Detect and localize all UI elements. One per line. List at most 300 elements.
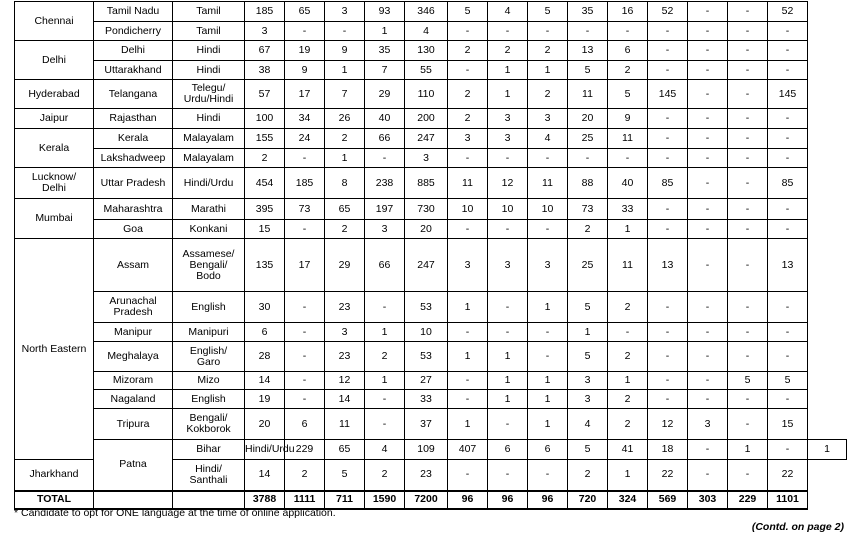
table-row [15, 323, 847, 342]
value-cell: 17 [285, 80, 325, 109]
value-cell: 3 [488, 129, 528, 149]
value-cell: - [688, 323, 728, 342]
value-cell: 185 [285, 168, 325, 199]
value-cell: 200 [405, 109, 448, 129]
value-cell: - [528, 342, 568, 372]
total-value-cell: 303 [688, 491, 728, 509]
value-cell: 407 [448, 440, 488, 460]
value-cell: 6 [608, 41, 648, 61]
zone-cell: Mumbai [15, 199, 94, 239]
value-cell: - [528, 220, 568, 239]
value-cell: - [688, 342, 728, 372]
value-cell: - [285, 342, 325, 372]
value-cell: 3 [528, 109, 568, 129]
value-cell: 1 [728, 440, 768, 460]
value-cell: 7 [365, 61, 405, 80]
value-cell: 20 [568, 109, 608, 129]
value-cell: 1 [528, 372, 568, 390]
value-cell: - [728, 220, 768, 239]
value-cell: 2 [448, 80, 488, 109]
value-cell: 135 [245, 239, 285, 292]
value-cell: - [448, 323, 488, 342]
value-cell: - [688, 390, 728, 409]
value-cell: 145 [768, 80, 808, 109]
value-cell: 247 [405, 129, 448, 149]
value-cell: 35 [365, 41, 405, 61]
total-value-cell: 1590 [365, 491, 405, 509]
value-cell: 3 [245, 22, 285, 41]
value-cell: - [688, 80, 728, 109]
total-value-cell: 96 [528, 491, 568, 509]
value-cell: - [285, 372, 325, 390]
value-cell: - [728, 168, 768, 199]
value-cell: 23 [325, 342, 365, 372]
value-cell: - [488, 460, 528, 491]
value-cell: 6 [285, 409, 325, 440]
value-cell: 5 [728, 372, 768, 390]
value-cell: 2 [448, 109, 488, 129]
value-cell: 4 [405, 22, 448, 41]
table-row [15, 22, 847, 41]
value-cell: 2 [365, 460, 405, 491]
value-cell: - [728, 41, 768, 61]
value-cell: 11 [528, 168, 568, 199]
value-cell: 3 [568, 372, 608, 390]
value-cell: - [285, 390, 325, 409]
value-cell: - [728, 409, 768, 440]
value-cell: 5 [325, 460, 365, 491]
value-cell: - [285, 220, 325, 239]
value-cell: - [648, 41, 688, 61]
value-cell: 2 [608, 390, 648, 409]
value-cell: 5 [568, 61, 608, 80]
value-cell: 1 [488, 342, 528, 372]
table-row [15, 220, 847, 239]
value-cell: - [728, 239, 768, 292]
value-cell: - [768, 220, 808, 239]
value-cell: 3 [448, 129, 488, 149]
value-cell: 73 [568, 199, 608, 220]
value-cell: 34 [285, 109, 325, 129]
value-cell: - [648, 323, 688, 342]
value-cell: 11 [448, 168, 488, 199]
value-cell: 2 [608, 292, 648, 323]
value-cell: 9 [325, 41, 365, 61]
value-cell: - [448, 390, 488, 409]
language-cell: Tamil [173, 2, 245, 22]
value-cell: 10 [405, 323, 448, 342]
value-cell: 2 [528, 41, 568, 61]
value-cell: - [768, 41, 808, 61]
value-cell: 2 [528, 80, 568, 109]
value-cell: 12 [648, 409, 688, 440]
value-cell: - [448, 372, 488, 390]
value-cell: 1 [448, 292, 488, 323]
total-value-cell: 7200 [405, 491, 448, 509]
total-value-cell: 229 [728, 491, 768, 509]
value-cell: 10 [488, 199, 528, 220]
value-cell: 24 [285, 129, 325, 149]
value-cell: - [488, 323, 528, 342]
value-cell: 1 [488, 61, 528, 80]
table-row [15, 2, 847, 22]
value-cell: 2 [568, 220, 608, 239]
value-cell: - [488, 220, 528, 239]
value-cell: - [728, 342, 768, 372]
value-cell: 1 [488, 80, 528, 109]
value-cell: 38 [245, 61, 285, 80]
value-cell: - [688, 460, 728, 491]
value-cell: - [285, 292, 325, 323]
value-cell: 2 [568, 460, 608, 491]
value-cell: 4 [488, 2, 528, 22]
value-cell: 3 [488, 239, 528, 292]
language-cell: Hindi/Urdu [245, 440, 285, 460]
value-cell: - [365, 390, 405, 409]
value-cell: - [488, 149, 528, 168]
state-cell: Tripura [94, 409, 173, 440]
table-row [15, 342, 847, 372]
total-value-cell: 1111 [285, 491, 325, 509]
value-cell: 41 [608, 440, 648, 460]
language-cell: Assamese/ Bengali/ Bodo [173, 239, 245, 292]
value-cell: 53 [405, 342, 448, 372]
value-cell: - [448, 460, 488, 491]
table-row [15, 372, 847, 390]
state-cell: Arunachal Pradesh [94, 292, 173, 323]
value-cell: 130 [405, 41, 448, 61]
table-row [15, 109, 847, 129]
zone-cell: North Eastern [15, 239, 94, 460]
value-cell: 2 [608, 409, 648, 440]
value-cell: 25 [568, 129, 608, 149]
value-cell: 29 [325, 239, 365, 292]
value-cell: - [768, 440, 808, 460]
value-cell: - [488, 22, 528, 41]
value-cell: 110 [405, 80, 448, 109]
value-cell: 40 [365, 109, 405, 129]
table-row [15, 409, 847, 440]
value-cell: 1 [365, 22, 405, 41]
value-cell: 55 [405, 61, 448, 80]
value-cell: 14 [245, 372, 285, 390]
zone-cell: Jaipur [15, 109, 94, 129]
value-cell: 109 [405, 440, 448, 460]
value-cell: 5 [568, 440, 608, 460]
value-cell: 395 [245, 199, 285, 220]
total-value-cell: 3788 [245, 491, 285, 509]
value-cell: - [648, 129, 688, 149]
value-cell: 1 [528, 390, 568, 409]
value-cell: - [688, 168, 728, 199]
value-cell: 6 [488, 440, 528, 460]
table-body [15, 2, 847, 509]
value-cell: - [488, 292, 528, 323]
value-cell: 65 [325, 199, 365, 220]
value-cell: 2 [325, 129, 365, 149]
language-cell: Hindi/ Santhali [173, 460, 245, 491]
value-cell: - [688, 41, 728, 61]
value-cell: 3 [448, 239, 488, 292]
language-cell: Hindi [173, 109, 245, 129]
value-cell: - [688, 2, 728, 22]
value-cell: 6 [528, 440, 568, 460]
value-cell: 5 [568, 342, 608, 372]
value-cell: 2 [365, 342, 405, 372]
value-cell: - [528, 323, 568, 342]
value-cell: 12 [325, 372, 365, 390]
value-cell: 1 [365, 323, 405, 342]
value-cell: - [688, 109, 728, 129]
value-cell: 1 [488, 372, 528, 390]
value-cell: 15 [768, 409, 808, 440]
language-cell: English [173, 390, 245, 409]
total-empty-cell [173, 491, 245, 509]
value-cell: 19 [285, 41, 325, 61]
value-cell: 1 [608, 220, 648, 239]
value-cell: - [728, 199, 768, 220]
value-cell: 66 [365, 239, 405, 292]
value-cell: - [648, 109, 688, 129]
value-cell: - [728, 80, 768, 109]
value-cell: - [285, 22, 325, 41]
value-cell: 16 [608, 2, 648, 22]
value-cell: 247 [405, 239, 448, 292]
value-cell: 57 [245, 80, 285, 109]
table-row [15, 199, 847, 220]
value-cell: - [448, 22, 488, 41]
continued-note: (Contd. on page 2) [751, 521, 844, 533]
value-cell: 14 [325, 390, 365, 409]
table-row [15, 61, 847, 80]
value-cell: - [728, 109, 768, 129]
value-cell: - [768, 292, 808, 323]
language-cell: Hindi [173, 41, 245, 61]
value-cell: 9 [608, 109, 648, 129]
value-cell: - [448, 61, 488, 80]
value-cell: - [768, 323, 808, 342]
zone-cell: Delhi [15, 41, 94, 80]
value-cell: 1 [808, 440, 847, 460]
value-cell: - [728, 22, 768, 41]
value-cell: - [648, 61, 688, 80]
value-cell: 10 [528, 199, 568, 220]
value-cell: 6 [245, 323, 285, 342]
language-cell: Tamil [173, 22, 245, 41]
value-cell: 20 [405, 220, 448, 239]
value-cell: 93 [365, 2, 405, 22]
value-cell: 14 [245, 460, 285, 491]
language-cell: English/ Garo [173, 342, 245, 372]
value-cell: 155 [245, 129, 285, 149]
value-cell: 100 [245, 109, 285, 129]
value-cell: 5 [568, 292, 608, 323]
value-cell: 13 [648, 239, 688, 292]
value-cell: 1 [528, 409, 568, 440]
state-cell: Rajasthan [94, 109, 173, 129]
value-cell: 13 [768, 239, 808, 292]
value-cell: 3 [325, 2, 365, 22]
value-cell: - [688, 61, 728, 80]
value-cell: - [568, 22, 608, 41]
value-cell: - [768, 199, 808, 220]
value-cell: 65 [285, 2, 325, 22]
table-row [15, 80, 847, 109]
value-cell: 23 [405, 460, 448, 491]
value-cell: 238 [365, 168, 405, 199]
value-cell: - [488, 409, 528, 440]
value-cell: - [768, 61, 808, 80]
value-cell: 1 [608, 372, 648, 390]
value-cell: - [285, 323, 325, 342]
value-cell: 1 [528, 292, 568, 323]
total-row [15, 491, 847, 509]
value-cell: - [448, 149, 488, 168]
value-cell: 5 [608, 80, 648, 109]
value-cell: 1 [448, 409, 488, 440]
value-cell: - [365, 292, 405, 323]
value-cell: - [528, 460, 568, 491]
value-cell: - [648, 342, 688, 372]
value-cell: 1 [608, 460, 648, 491]
value-cell: - [648, 22, 688, 41]
value-cell: 1 [568, 323, 608, 342]
value-cell: 35 [568, 2, 608, 22]
value-cell: - [285, 149, 325, 168]
value-cell: - [325, 22, 365, 41]
language-cell: Hindi/Urdu [173, 168, 245, 199]
value-cell: 23 [325, 292, 365, 323]
value-cell: 33 [608, 199, 648, 220]
zone-cell: Kerala [15, 129, 94, 168]
state-cell: Manipur [94, 323, 173, 342]
value-cell: 3 [528, 239, 568, 292]
state-cell: Goa [94, 220, 173, 239]
value-cell: - [528, 149, 568, 168]
value-cell: - [728, 323, 768, 342]
value-cell: 27 [405, 372, 448, 390]
state-cell: Pondicherry [94, 22, 173, 41]
language-cell: Malayalam [173, 129, 245, 149]
value-cell: 52 [768, 2, 808, 22]
state-cell: Delhi [94, 41, 173, 61]
value-cell: 18 [648, 440, 688, 460]
value-cell: 20 [245, 409, 285, 440]
value-cell: - [648, 199, 688, 220]
language-cell: Hindi [173, 61, 245, 80]
value-cell: - [365, 409, 405, 440]
value-cell: 8 [325, 168, 365, 199]
total-label: TOTAL [15, 491, 94, 509]
total-empty-cell [94, 491, 173, 509]
value-cell: 33 [405, 390, 448, 409]
state-cell: Tamil Nadu [94, 2, 173, 22]
value-cell: 26 [325, 109, 365, 129]
value-cell: - [688, 292, 728, 323]
state-cell: Jharkhand [15, 460, 94, 491]
state-cell: Telangana [94, 80, 173, 109]
footnote: * Candidate to opt for ONE language at the time of online application. [14, 507, 336, 519]
total-value-cell: 96 [488, 491, 528, 509]
value-cell: 65 [325, 440, 365, 460]
language-cell: Mizo [173, 372, 245, 390]
value-cell: 197 [365, 199, 405, 220]
total-value-cell: 569 [648, 491, 688, 509]
vacancy-table [14, 1, 847, 510]
value-cell: - [688, 149, 728, 168]
value-cell: 10 [448, 199, 488, 220]
value-cell: 12 [488, 168, 528, 199]
table-row [15, 239, 847, 292]
value-cell: 85 [648, 168, 688, 199]
total-value-cell: 324 [608, 491, 648, 509]
value-cell: - [728, 129, 768, 149]
value-cell: 1 [325, 149, 365, 168]
state-cell: Kerala [94, 129, 173, 149]
value-cell: 11 [325, 409, 365, 440]
value-cell: - [688, 220, 728, 239]
value-cell: 22 [768, 460, 808, 491]
value-cell: - [768, 149, 808, 168]
language-cell: Telegu/ Urdu/Hindi [173, 80, 245, 109]
state-cell: Lakshadweep [94, 149, 173, 168]
value-cell: 730 [405, 199, 448, 220]
zone-cell: Chennai [15, 2, 94, 41]
value-cell: 88 [568, 168, 608, 199]
value-cell: - [768, 129, 808, 149]
value-cell: - [768, 22, 808, 41]
value-cell: 7 [325, 80, 365, 109]
state-cell: Assam [94, 239, 173, 292]
value-cell: 19 [245, 390, 285, 409]
language-cell: Manipuri [173, 323, 245, 342]
total-value-cell: 720 [568, 491, 608, 509]
value-cell: 17 [285, 239, 325, 292]
value-cell: 4 [568, 409, 608, 440]
value-cell: 1 [528, 61, 568, 80]
value-cell: 28 [245, 342, 285, 372]
value-cell: 5 [768, 372, 808, 390]
value-cell: - [568, 149, 608, 168]
value-cell: - [608, 323, 648, 342]
value-cell: 5 [528, 2, 568, 22]
value-cell: - [728, 2, 768, 22]
value-cell: - [728, 61, 768, 80]
state-cell: Nagaland [94, 390, 173, 409]
state-cell: Maharashtra [94, 199, 173, 220]
table-row [15, 129, 847, 149]
value-cell: - [768, 342, 808, 372]
state-cell: Bihar [173, 440, 245, 460]
value-cell: 3 [405, 149, 448, 168]
value-cell: 15 [245, 220, 285, 239]
value-cell: 52 [648, 2, 688, 22]
state-cell: Mizoram [94, 372, 173, 390]
value-cell: 2 [608, 342, 648, 372]
value-cell: - [768, 109, 808, 129]
value-cell: 229 [285, 440, 325, 460]
value-cell: 2 [448, 41, 488, 61]
value-cell: - [728, 460, 768, 491]
total-value-cell: 1101 [768, 491, 808, 509]
value-cell: 2 [608, 61, 648, 80]
value-cell: - [688, 372, 728, 390]
language-cell: Bengali/ Kokborok [173, 409, 245, 440]
value-cell: - [448, 220, 488, 239]
value-cell: - [688, 22, 728, 41]
value-cell: - [608, 22, 648, 41]
value-cell: 1 [365, 372, 405, 390]
